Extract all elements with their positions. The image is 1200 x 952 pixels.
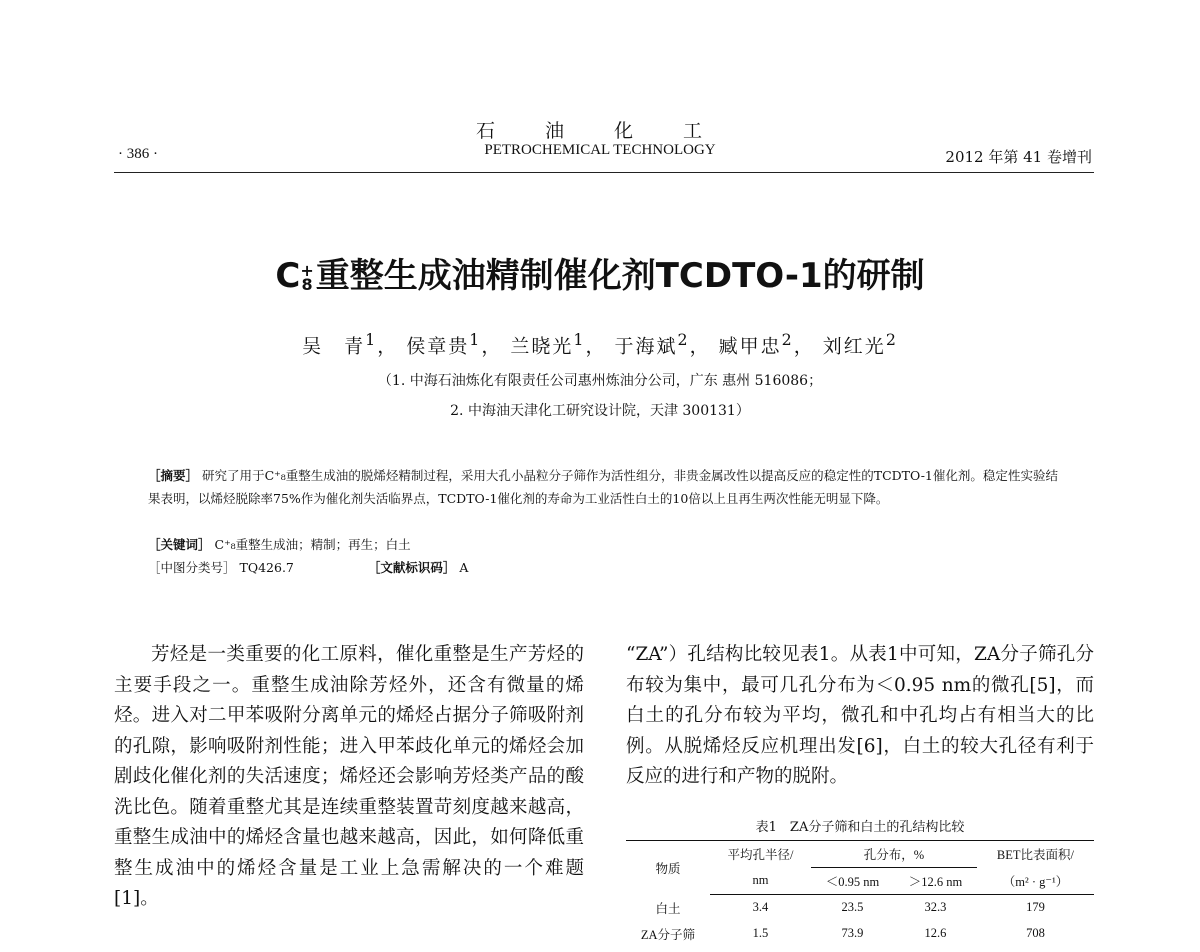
table-cell: 1.5 [752, 926, 769, 940]
affiliation-1: （1. 中海石油炼化有限责任公司惠州炼油分公司，广东 惠州 516086； [377, 373, 823, 389]
author-affil: 1 [469, 330, 482, 349]
table-row [626, 921, 1094, 947]
clc-tag: ［中图分类号］ [148, 560, 236, 575]
doc-code-value: A [459, 560, 469, 575]
abstract-text: 研究了用于C⁺₈重整生成油的脱烯烃精制过程，采用大孔小晶粒分子筛作为活性组分，非贵金属改性以提高反应的稳定性的TCDTO-1催化剂。稳定性实验结果表明，以烯烃脱除率75%作为催化剂失活临界点，TCDTO-1催化剂的寿命为工业活性白土的10倍以上且再生两次性能无明显下降。 [148, 468, 1058, 506]
abstract [148, 464, 1058, 510]
author: 臧甲忠 [718, 335, 782, 358]
author-affil: 2 [885, 330, 898, 349]
table-header-bet: BET比表面积/ [977, 841, 1094, 868]
author: 于海斌 [614, 335, 678, 358]
body-left-column: 芳烃是一类重要的化工原料，催化重整是生产芳烃的主要手段之一。重整生成油除芳烃外，还含有微量的烯烃。进入对二甲苯吸附分离单元的烯烃占据分子筛吸附剂的孔隙，影响吸附剂性能；进入甲苯歧化单元的烯烃会加剧歧化催化剂的失活速度；烯烃还会影响芳烃类产品的酸洗比色。随着重整尤其是连续重整装置苛刻度越来越高，重整生成油中的烯烃含量也越来越高，因此，如何降低重整生成油中的烯烃含量是工业上急需解决的一个难题[1]。 [114, 644, 584, 909]
body-right-column: “ZA”）孔结构比较见表1。从表1中可知，ZA分子筛孔分布较为集中，最可几孔分布为＜0.95 nm的微孔[5]，而白土的孔分布较为平均，微孔和中孔均占有相当大的比例。从脱烯烃反应机理出发[6]，白土的较大孔径有利于反应的进行和产物的脱附。 [626, 644, 1094, 787]
table-cell: ZA分子筛 [640, 927, 696, 942]
author-affil: 1 [365, 330, 378, 349]
table-header-dist-small: ＜0.95 nm [811, 868, 894, 895]
header-divider [114, 172, 1094, 173]
keywords-text: C⁺₈重整生成油；精制；再生；白土 [214, 537, 411, 552]
title-rest: 重整生成油精制催化剂TCDTO-1的研制 [315, 256, 925, 296]
table-cell: 白土 [655, 901, 681, 916]
abstract-tag: ［摘要］ [148, 468, 199, 483]
keywords [148, 535, 411, 553]
table-row [626, 895, 1094, 921]
table-header-avg-unit: nm [710, 868, 811, 895]
journal-name-en: PETROCHEMICAL TECHNOLOGY [484, 142, 716, 158]
table-cell: 3.4 [752, 900, 769, 915]
keywords-tag: ［关键词］ [148, 537, 211, 552]
table-cell: 708 [1026, 926, 1045, 940]
table-cell: 73.9 [841, 926, 864, 940]
affiliation-2: 2. 中海油天津化工研究设计院，天津 300131） [450, 403, 750, 419]
table-header-material: 物质 [626, 841, 710, 895]
author-affil: 2 [677, 330, 690, 349]
table-header-bet-unit: （m² · g⁻¹） [977, 868, 1094, 895]
title-sub: 8 [301, 274, 313, 294]
author-affil: 1 [573, 330, 586, 349]
table-cell: 12.6 [924, 926, 947, 940]
page-number: · 386 · [118, 146, 158, 162]
author: 侯章贵 [406, 335, 470, 358]
author: 刘红光 [822, 335, 886, 358]
journal-name-cn: 石 油 化 工 [475, 120, 725, 142]
author: 兰晓光 [510, 335, 574, 358]
table-cell: 23.5 [841, 900, 864, 915]
title-sup: + [300, 260, 314, 280]
author-list: 吴 青$^1$， 侯章贵$^1$， 兰晓光$^1$， 于海斌$^2$， 臧甲忠$^2$， 刘红光$^2$ [302, 330, 898, 358]
issue-info: 2012 年第 41 卷增刊 [945, 148, 1092, 166]
author-affil: 2 [781, 330, 794, 349]
table-cell: 32.3 [924, 900, 947, 915]
classification [148, 558, 468, 576]
clc-value: TQ426.7 [239, 560, 294, 575]
paper-title [0, 248, 1200, 297]
author: 吴 青 [302, 335, 366, 358]
table-header-avg-radius: 平均孔半径/ [710, 841, 811, 868]
table-caption: 表1 ZA分子筛和白土的孔结构比较 [755, 820, 965, 835]
table-header-distribution: 孔分布，% [811, 841, 977, 868]
title-prefix: C [275, 256, 301, 296]
doc-code-tag: ［文献标识码］ [367, 560, 456, 575]
table-header-dist-large: ＞12.6 nm [894, 868, 977, 895]
pore-structure-table [626, 840, 1094, 947]
table-cell: 179 [1026, 900, 1045, 915]
